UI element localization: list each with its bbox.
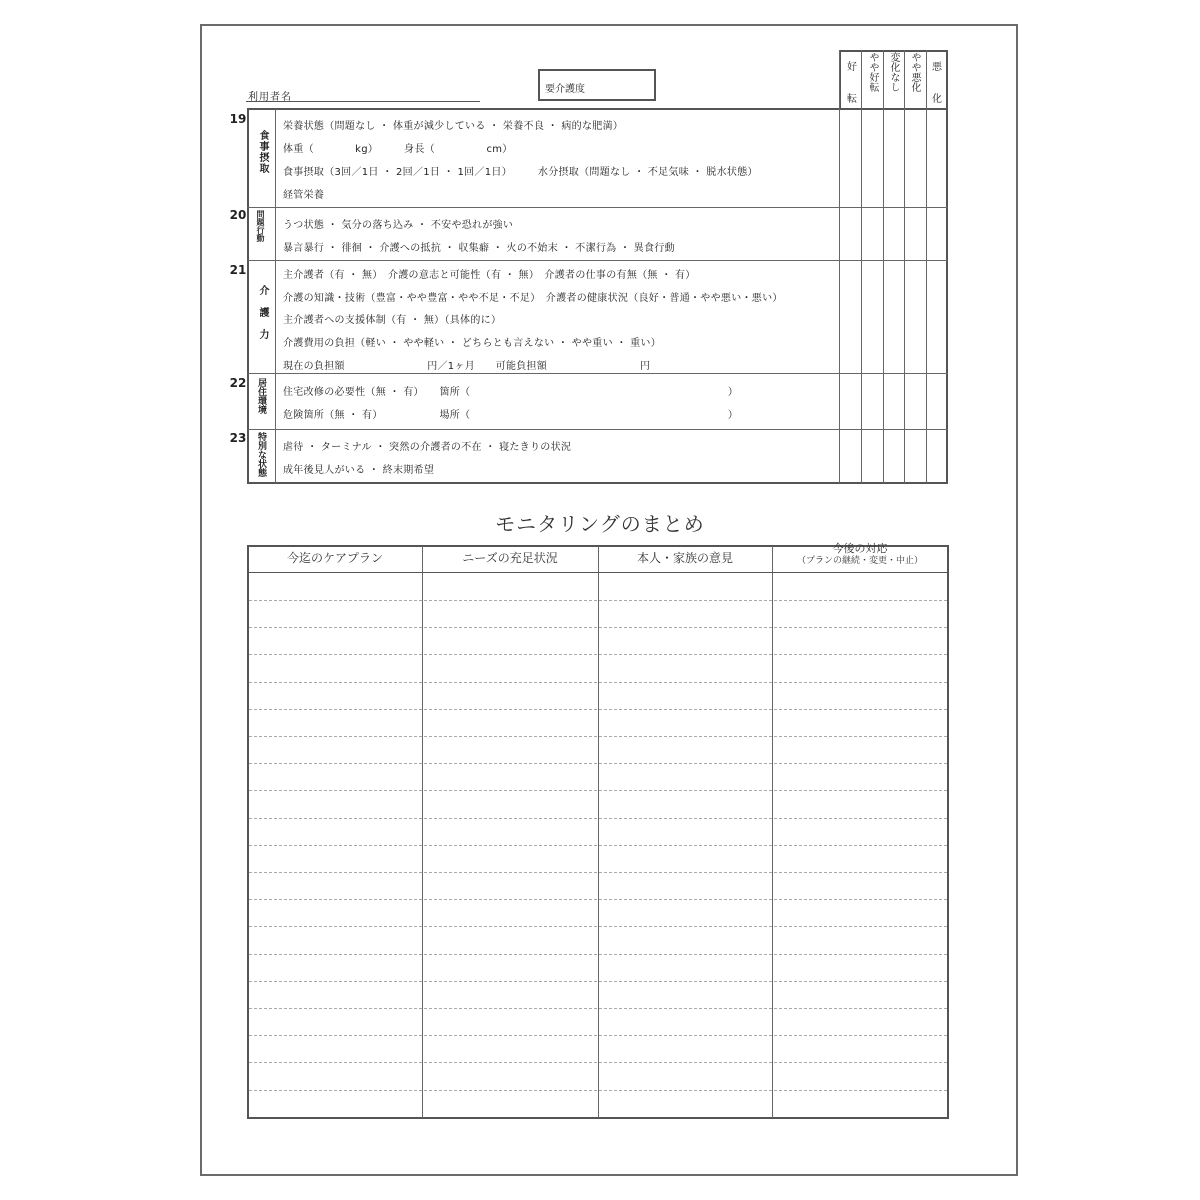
section-number: 22 xyxy=(229,376,247,390)
writing-line xyxy=(249,1062,947,1063)
row-divider xyxy=(247,260,948,261)
writing-line xyxy=(249,709,947,710)
writing-line xyxy=(249,654,947,655)
item-care-cost: 介護費用の負担（軽い ・ やや軽い ・ どちらとも言えない ・ やや重い ・ 重い） xyxy=(283,338,662,349)
writing-line xyxy=(249,872,947,873)
item-weight-height: 体重（ kg） 身長（ cm） xyxy=(283,144,513,155)
writing-line xyxy=(249,600,947,601)
item-guardian: 成年後見人がいる ・ 終末期希望 xyxy=(283,465,435,476)
row-divider xyxy=(247,373,948,374)
summary-col-needs: ニーズの充足状況 xyxy=(462,551,558,565)
section-number: 19 xyxy=(229,112,247,126)
writing-line xyxy=(249,1035,947,1036)
writing-line xyxy=(249,818,947,819)
writing-line xyxy=(249,790,947,791)
section-title: 食事摂取 xyxy=(257,130,268,174)
writing-line xyxy=(249,1090,947,1091)
section-title: 問題行動 xyxy=(256,210,265,242)
section-title: 特別な状態 xyxy=(256,432,266,477)
writing-line xyxy=(249,627,947,628)
user-name-field[interactable] xyxy=(246,101,480,102)
item-renovation: 住宅改修の必要性（無 ・ 有） 箇所（ ） xyxy=(283,387,739,398)
title-col-divider xyxy=(275,109,276,483)
summary-title: モニタリングのまとめ xyxy=(495,512,705,536)
rating-col-line-2 xyxy=(861,50,862,483)
section-title: 居住環境 xyxy=(256,378,266,414)
summary-col-divider xyxy=(598,546,599,1118)
rating-col-worse xyxy=(927,52,947,116)
rating-col-line-4 xyxy=(904,50,905,483)
item-current-burden: 現在の負担額 円／1ヶ月 可能負担額 円 xyxy=(283,361,651,372)
item-caregiver: 主介護者（有 ・ 無） 介護の意志と可能性（有 ・ 無） 介護者の仕事の有無（無 ・ 有） xyxy=(283,270,696,281)
writing-line xyxy=(249,954,947,955)
summary-col-future-label: 今後の対応 xyxy=(832,542,888,555)
item-support-system: 主介護者への支援体制（有 ・ 無）（具体的に） xyxy=(283,315,502,326)
rating-col-line-1 xyxy=(839,50,840,483)
writing-line xyxy=(249,682,947,683)
item-danger-spot: 危険箇所（無 ・ 有） 場所（ ） xyxy=(283,410,739,421)
item-tube-feeding: 経管栄養 xyxy=(283,190,325,201)
summary-col-opinion: 本人・家族の意見 xyxy=(636,551,733,565)
section-number: 20 xyxy=(229,208,247,222)
writing-line xyxy=(249,845,947,846)
writing-line xyxy=(249,981,947,982)
rating-col-line-5 xyxy=(926,50,927,483)
summary-col-divider xyxy=(772,546,773,1118)
section-number: 23 xyxy=(229,431,247,445)
item-behavior: 暴言暴行 ・ 徘徊 ・ 介護への抵抗 ・ 収集癖 ・ 火の不始末 ・ 不潔行為 ・ 異食行動 xyxy=(283,243,675,254)
rating-label-worse: 悪化 xyxy=(932,62,942,105)
care-level-label: 要介護度 xyxy=(545,84,585,95)
rating-col-slightly-improved: やや好転 xyxy=(867,52,878,92)
rating-col-slightly-worse: やや悪化 xyxy=(909,52,920,92)
writing-line xyxy=(249,926,947,927)
writing-line xyxy=(249,1008,947,1009)
rating-col-line-3 xyxy=(883,50,884,483)
section-title: 介護力 xyxy=(257,285,268,351)
row-divider xyxy=(247,429,948,430)
item-special-state: 虐待 ・ ターミナル ・ 突然の介護者の不在 ・ 寝たきりの状況 xyxy=(283,442,572,453)
rating-col-improved xyxy=(842,52,862,116)
item-depression: うつ状態 ・ 気分の落ち込み ・ 不安や恐れが強い xyxy=(283,220,514,231)
summary-col-divider xyxy=(422,546,423,1118)
summary-col-future xyxy=(772,542,948,568)
writing-line xyxy=(249,736,947,737)
section-number: 21 xyxy=(229,263,247,277)
item-meal-intake: 食事摂取（3回／1日 ・ 2回／1日 ・ 1回／1日） 水分摂取（問題なし ・ 不足気味 ・ 脱水状態） xyxy=(283,167,758,178)
item-nutrition: 栄養状態（問題なし ・ 体重が減少している ・ 栄養不良 ・ 病的な肥満） xyxy=(283,121,624,132)
row-divider xyxy=(247,207,948,208)
summary-col-care-plan: 今迄のケアプラン xyxy=(286,551,383,565)
item-care-knowledge: 介護の知識・技術（豊富・やや豊富・やや不足・不足） 介護者の健康状況（良好・普通・やや悪い・悪い） xyxy=(283,293,783,304)
summary-col-future-sub: （プランの継続・変更・中止） xyxy=(796,556,923,566)
summary-header-divider xyxy=(248,572,948,573)
user-name-label: 利用者名 xyxy=(248,92,292,103)
rating-label-improved: 好転 xyxy=(847,62,857,105)
writing-line xyxy=(249,763,947,764)
writing-line xyxy=(249,899,947,900)
rating-col-no-change: 変化なし xyxy=(888,52,899,92)
